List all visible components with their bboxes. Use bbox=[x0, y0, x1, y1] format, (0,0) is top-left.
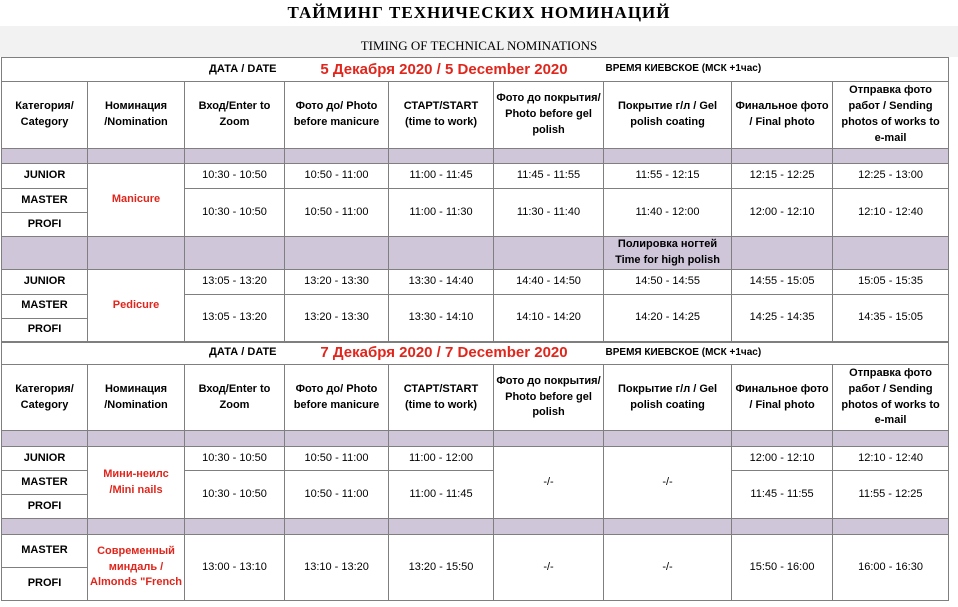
header-photo-before-gel: Фото до покрытия/ Photo before gel polish bbox=[494, 365, 604, 431]
time-cell: 11:00 - 11:45 bbox=[389, 471, 494, 519]
header-photo-before-gel: Фото до покрытия/ Photo before gel polish bbox=[494, 82, 604, 149]
schedule-table-day1 bbox=[1, 57, 949, 343]
category-cell: PROFI bbox=[2, 568, 88, 601]
time-cell: 10:50 - 11:00 bbox=[285, 164, 389, 189]
time-cell: 11:30 - 11:40 bbox=[494, 189, 604, 237]
time-cell: 13:05 - 13:20 bbox=[185, 269, 285, 294]
date-row bbox=[2, 342, 949, 365]
time-cell: 11:00 - 11:30 bbox=[389, 189, 494, 237]
time-cell: 10:30 - 10:50 bbox=[185, 164, 285, 189]
date-label: ДАТА / DATE bbox=[2, 342, 285, 365]
date-value: 7 Декабря 2020 / 7 December 2020 bbox=[285, 342, 604, 365]
header-photo-before: Фото до/ Photo before manicure bbox=[285, 365, 389, 431]
time-cell: 13:20 - 15:50 bbox=[389, 535, 494, 601]
time-cell: 14:35 - 15:05 bbox=[833, 294, 949, 342]
time-cell: 10:50 - 11:00 bbox=[285, 189, 389, 237]
category-cell: PROFI bbox=[2, 213, 88, 237]
time-cell: 12:10 - 12:40 bbox=[833, 447, 949, 471]
separator-row bbox=[2, 149, 949, 164]
time-cell: 12:10 - 12:40 bbox=[833, 189, 949, 237]
category-cell: JUNIOR bbox=[2, 447, 88, 471]
time-cell: 14:10 - 14:20 bbox=[494, 294, 604, 342]
time-cell: 10:50 - 11:00 bbox=[285, 447, 389, 471]
time-cell: 13:30 - 14:10 bbox=[389, 294, 494, 342]
empty-cell: -/- bbox=[494, 447, 604, 519]
category-cell: MASTER bbox=[2, 471, 88, 495]
table-row bbox=[2, 535, 949, 568]
category-cell: MASTER bbox=[2, 189, 88, 213]
page-title: ТАЙМИНГ ТЕХНИЧЕСКИХ НОМИНАЦИЙ bbox=[287, 3, 671, 22]
category-cell: MASTER bbox=[2, 294, 88, 318]
table-row bbox=[2, 447, 949, 471]
nomination-cell: Современный миндаль / Almonds "French bbox=[88, 535, 185, 601]
time-cell: 12:00 - 12:10 bbox=[732, 189, 833, 237]
polish-note: Полировка ногтей Time for high polish bbox=[604, 237, 732, 270]
time-cell: 13:30 - 14:40 bbox=[389, 269, 494, 294]
time-cell: 14:25 - 14:35 bbox=[732, 294, 833, 342]
time-cell: 11:55 - 12:25 bbox=[833, 471, 949, 519]
date-value: 5 Декабря 2020 / 5 December 2020 bbox=[285, 58, 604, 82]
page-subtitle: TIMING OF TECHNICAL NOMINATIONS bbox=[0, 26, 958, 57]
header-gel-coating: Покрытие г/л / Gel polish coating bbox=[604, 365, 732, 431]
header-row bbox=[2, 82, 949, 149]
schedule-table-day2 bbox=[1, 341, 949, 601]
category-cell: JUNIOR bbox=[2, 164, 88, 189]
separator-row bbox=[2, 519, 949, 535]
timezone-note: ВРЕМЯ КИЕВСКОЕ (МСК +1час) bbox=[604, 342, 949, 365]
table-row bbox=[2, 164, 949, 189]
header-final-photo: Финальное фото / Final photo bbox=[732, 365, 833, 431]
header-start: СТАРТ/START (time to work) bbox=[389, 82, 494, 149]
time-cell: 11:00 - 12:00 bbox=[389, 447, 494, 471]
empty-cell: -/- bbox=[604, 535, 732, 601]
date-row bbox=[2, 58, 949, 82]
header-enter-zoom: Вход/Enter to Zoom bbox=[185, 82, 285, 149]
nomination-cell: Мини-неилс /Mini nails bbox=[88, 447, 185, 519]
header-final-photo: Финальное фото / Final photo bbox=[732, 82, 833, 149]
time-cell: 11:45 - 11:55 bbox=[494, 164, 604, 189]
header-enter-zoom: Вход/Enter to Zoom bbox=[185, 365, 285, 431]
header-sending-photos: Отправка фото работ / Sending photos of works to e-mail bbox=[833, 365, 949, 431]
time-cell: 12:00 - 12:10 bbox=[732, 447, 833, 471]
header-row bbox=[2, 365, 949, 431]
category-cell: PROFI bbox=[2, 318, 88, 342]
time-cell: 10:30 - 10:50 bbox=[185, 471, 285, 519]
time-cell: 13:10 - 13:20 bbox=[285, 535, 389, 601]
date-label: ДАТА / DATE bbox=[2, 58, 285, 82]
time-cell: 14:55 - 15:05 bbox=[732, 269, 833, 294]
category-cell: MASTER bbox=[2, 535, 88, 568]
header-nomination: Номинация /Nomination bbox=[88, 365, 185, 431]
header-photo-before: Фото до/ Photo before manicure bbox=[285, 82, 389, 149]
time-cell: 13:05 - 13:20 bbox=[185, 294, 285, 342]
header-category: Категория/ Category bbox=[2, 365, 88, 431]
header-category: Категория/ Category bbox=[2, 82, 88, 149]
empty-cell: -/- bbox=[604, 447, 732, 519]
time-cell: 15:05 - 15:35 bbox=[833, 269, 949, 294]
time-cell: 11:55 - 12:15 bbox=[604, 164, 732, 189]
time-cell: 11:40 - 12:00 bbox=[604, 189, 732, 237]
time-cell: 12:25 - 13:00 bbox=[833, 164, 949, 189]
time-cell: 16:00 - 16:30 bbox=[833, 535, 949, 601]
time-cell: 10:50 - 11:00 bbox=[285, 471, 389, 519]
nomination-cell: Manicure bbox=[88, 164, 185, 237]
header-sending-photos: Отправка фото работ / Sending photos of works to e-mail bbox=[833, 82, 949, 149]
time-cell: 13:20 - 13:30 bbox=[285, 269, 389, 294]
header-gel-coating: Покрытие г/л / Gel polish coating bbox=[604, 82, 732, 149]
category-cell: JUNIOR bbox=[2, 269, 88, 294]
time-cell: 14:40 - 14:50 bbox=[494, 269, 604, 294]
time-cell: 15:50 - 16:00 bbox=[732, 535, 833, 601]
category-cell: PROFI bbox=[2, 495, 88, 519]
header-nomination: Номинация /Nomination bbox=[88, 82, 185, 149]
separator-row bbox=[2, 237, 949, 270]
time-cell: 10:30 - 10:50 bbox=[185, 447, 285, 471]
time-cell: 10:30 - 10:50 bbox=[185, 189, 285, 237]
time-cell: 13:20 - 13:30 bbox=[285, 294, 389, 342]
table-row bbox=[2, 269, 949, 294]
time-cell: 11:45 - 11:55 bbox=[732, 471, 833, 519]
time-cell: 14:50 - 14:55 bbox=[604, 269, 732, 294]
separator-row bbox=[2, 431, 949, 447]
time-cell: 13:00 - 13:10 bbox=[185, 535, 285, 601]
time-cell: 11:00 - 11:45 bbox=[389, 164, 494, 189]
empty-cell: -/- bbox=[494, 535, 604, 601]
timezone-note: ВРЕМЯ КИЕВСКОЕ (МСК +1час) bbox=[604, 58, 949, 82]
header-start: СТАРТ/START (time to work) bbox=[389, 365, 494, 431]
time-cell: 14:20 - 14:25 bbox=[604, 294, 732, 342]
nomination-cell: Pedicure bbox=[88, 269, 185, 342]
time-cell: 12:15 - 12:25 bbox=[732, 164, 833, 189]
